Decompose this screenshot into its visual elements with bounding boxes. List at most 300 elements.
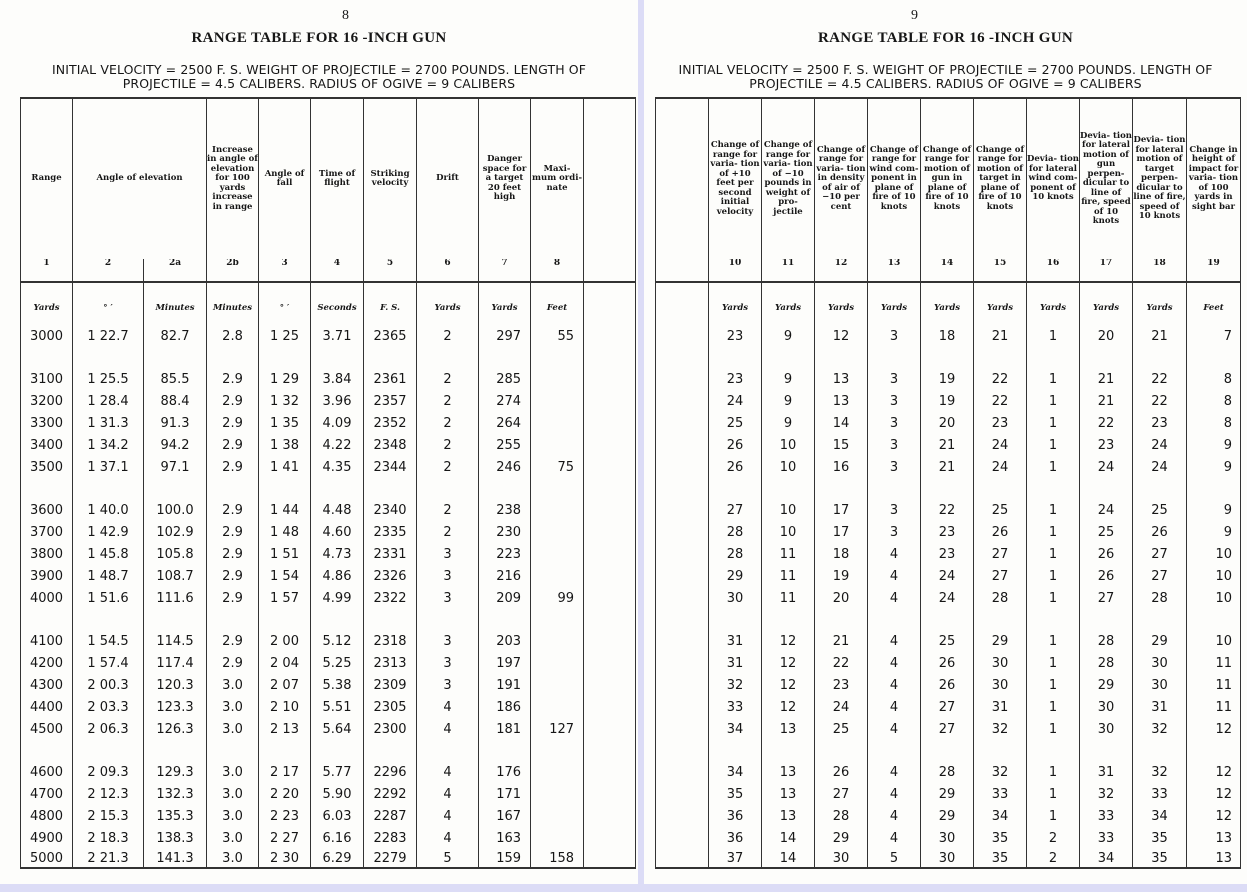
table-cell: 5.90 [311, 783, 364, 805]
column-number: 8 [531, 259, 584, 282]
table-cell: 20 [1080, 325, 1133, 347]
table-cell [584, 434, 636, 456]
table-cell: 4700 [21, 783, 73, 805]
table-cell: 34 [974, 805, 1027, 827]
table-cell: 2287 [364, 805, 417, 827]
spacer-cell [479, 740, 531, 761]
spacer-cell [144, 478, 207, 499]
table-cell: 3300 [21, 412, 73, 434]
spacer-cell [1133, 347, 1187, 368]
table-cell [656, 368, 709, 390]
spacer-cell [656, 315, 709, 325]
spacer-cell [417, 347, 479, 368]
table-cell: 105.8 [144, 543, 207, 565]
table-cell: 230 [479, 521, 531, 543]
table-cell: 9 [762, 368, 815, 390]
spacer-cell [921, 609, 974, 630]
table-cell: 21 [815, 630, 868, 652]
table-cell: 21 [921, 456, 974, 478]
table-cell: 3 [417, 630, 479, 652]
spacer-cell [1187, 478, 1241, 499]
table-cell: 1 44 [259, 499, 311, 521]
table-cell: 36 [709, 805, 762, 827]
table-cell: 2 20 [259, 783, 311, 805]
table-cell [531, 783, 584, 805]
spacer-cell [1133, 478, 1187, 499]
table-cell: 23 [921, 543, 974, 565]
spacer-cell [21, 609, 73, 630]
table-cell: 4 [868, 827, 921, 849]
column-number: 1 [21, 259, 73, 282]
header-angle-of-fall: Angle of fall [259, 98, 311, 259]
table-row [21, 325, 636, 347]
spacer-cell [144, 347, 207, 368]
table-row [656, 434, 1241, 456]
spacer-cell [479, 478, 531, 499]
table-cell: 12 [762, 696, 815, 718]
table-cell: 12 [815, 325, 868, 347]
table-cell: 27 [974, 543, 1027, 565]
spacer-cell [479, 347, 531, 368]
table-cell: 31 [709, 652, 762, 674]
spacer-cell [259, 478, 311, 499]
spacer-cell [21, 740, 73, 761]
header-column-15: Change of range for motion of target in plane of fire of 10 knots [974, 98, 1027, 259]
table-cell: 26 [1133, 521, 1187, 543]
table-row [21, 412, 636, 434]
header-drift: Drift [417, 98, 479, 259]
table-cell: 1 57.4 [73, 652, 144, 674]
unit-label: Yards [815, 282, 868, 315]
table-row [656, 827, 1241, 849]
table-cell: 3400 [21, 434, 73, 456]
spacer-cell [311, 478, 364, 499]
spacer-cell [207, 347, 259, 368]
table-cell: 11 [762, 543, 815, 565]
table-cell: 3 [868, 390, 921, 412]
table-row [656, 652, 1241, 674]
table-cell: 4600 [21, 761, 73, 783]
table-cell: 2 13 [259, 718, 311, 740]
table-cell: 5 [417, 849, 479, 868]
table-cell: 13 [815, 368, 868, 390]
table-cell: 27 [974, 565, 1027, 587]
table-cell: 117.4 [144, 652, 207, 674]
spacer-cell [207, 740, 259, 761]
page-number: 9 [911, 8, 918, 23]
table-cell: 27 [815, 783, 868, 805]
table-cell: 1 [1027, 390, 1080, 412]
header-angle-of-elevation: Angle of elevation [73, 98, 207, 259]
table-cell: 10 [1187, 587, 1241, 609]
table-cell: 2.9 [207, 412, 259, 434]
table-cell: 176 [479, 761, 531, 783]
table-cell: 32 [1080, 783, 1133, 805]
spacer-cell [656, 740, 709, 761]
table-cell: 2 07 [259, 674, 311, 696]
spacer-cell [531, 478, 584, 499]
header-range: Range [21, 98, 73, 259]
column-number: 17 [1080, 259, 1133, 282]
table-cell: 31 [974, 696, 1027, 718]
table-cell: 238 [479, 499, 531, 521]
table-cell: 12 [762, 674, 815, 696]
table-cell: 22 [1133, 390, 1187, 412]
table-cell: 2 [417, 456, 479, 478]
range-table-left [20, 97, 636, 869]
table-cell: 2279 [364, 849, 417, 868]
table-cell: 1 [1027, 565, 1080, 587]
table-cell: 3.96 [311, 390, 364, 412]
table-cell: 2 23 [259, 805, 311, 827]
table-cell: 9 [762, 325, 815, 347]
table-cell: 19 [921, 390, 974, 412]
table-cell: 3 [417, 565, 479, 587]
table-cell: 24 [1133, 434, 1187, 456]
table-cell [584, 456, 636, 478]
header-column-16: Devia- tion for lateral wind com- ponent of 10 knots [1027, 98, 1080, 259]
table-cell: 5.64 [311, 718, 364, 740]
table-cell [656, 325, 709, 347]
table-cell: 13 [815, 390, 868, 412]
table-cell: 1 35 [259, 412, 311, 434]
table-cell: 2 15.3 [73, 805, 144, 827]
spacer-cell [364, 609, 417, 630]
table-cell: 11 [762, 565, 815, 587]
table-cell: 127 [531, 718, 584, 740]
table-cell: 138.3 [144, 827, 207, 849]
table-cell: 18 [815, 543, 868, 565]
spacer-cell [974, 609, 1027, 630]
table-cell: 33 [974, 783, 1027, 805]
table-cell: 4.86 [311, 565, 364, 587]
table-cell: 12 [1187, 761, 1241, 783]
table-cell [584, 390, 636, 412]
unit-label: Minutes [207, 282, 259, 315]
table-cell: 32 [974, 718, 1027, 740]
table-cell: 1 [1027, 368, 1080, 390]
table-cell [531, 521, 584, 543]
table-cell: 3.0 [207, 783, 259, 805]
table-cell: 2.9 [207, 499, 259, 521]
table-cell: 23 [709, 368, 762, 390]
table-cell: 30 [1080, 718, 1133, 740]
table-cell: 4 [868, 565, 921, 587]
table-cell: 4 [868, 652, 921, 674]
table-cell: 33 [709, 696, 762, 718]
table-cell: 26 [709, 434, 762, 456]
table-cell: 1 [1027, 434, 1080, 456]
table-row [21, 368, 636, 390]
spacer-cell [1133, 315, 1187, 325]
spacer-cell [207, 478, 259, 499]
table-cell: 3.0 [207, 674, 259, 696]
table-cell: 29 [921, 783, 974, 805]
table-cell: 285 [479, 368, 531, 390]
table-cell: 1 51.6 [73, 587, 144, 609]
spacer-cell [584, 315, 636, 325]
table-cell: 3 [868, 456, 921, 478]
spacer-cell [1080, 740, 1133, 761]
spacer-cell [1027, 315, 1080, 325]
table-cell: 33 [1080, 805, 1133, 827]
table-cell: 123.3 [144, 696, 207, 718]
table-cell: 26 [1080, 543, 1133, 565]
table-row [21, 543, 636, 565]
table-cell: 2361 [364, 368, 417, 390]
table-cell: 34 [709, 718, 762, 740]
table-cell: 35 [1133, 849, 1187, 868]
table-row [656, 412, 1241, 434]
table-cell: 3.71 [311, 325, 364, 347]
table-row [21, 456, 636, 478]
table-cell: 4800 [21, 805, 73, 827]
spacer-row [21, 609, 636, 630]
unit-label: Feet [531, 282, 584, 315]
table-cell: 10 [762, 499, 815, 521]
spacer-cell [762, 478, 815, 499]
table-cell: 2 04 [259, 652, 311, 674]
table-row [656, 499, 1241, 521]
table-cell: 167 [479, 805, 531, 827]
table-cell [584, 652, 636, 674]
column-number: 2a [144, 259, 207, 282]
table-cell: 2326 [364, 565, 417, 587]
table-cell: 1 31.3 [73, 412, 144, 434]
table-cell: 30 [1080, 696, 1133, 718]
table-cell: 2.9 [207, 630, 259, 652]
spacer-row [656, 740, 1241, 761]
units-row [656, 282, 1241, 315]
table-row [656, 521, 1241, 543]
table-cell: 1 48.7 [73, 565, 144, 587]
unit-label: Seconds [311, 282, 364, 315]
spacer-cell [259, 740, 311, 761]
table-cell: 13 [762, 805, 815, 827]
table-cell: 22 [1133, 368, 1187, 390]
spacer-cell [479, 315, 531, 325]
table-cell: 29 [921, 805, 974, 827]
table-cell: 2 06.3 [73, 718, 144, 740]
table-cell: 3100 [21, 368, 73, 390]
table-cell: 22 [815, 652, 868, 674]
table-cell [531, 827, 584, 849]
table-cell [531, 499, 584, 521]
table-cell: 30 [1133, 674, 1187, 696]
table-cell: 2 [417, 499, 479, 521]
spacer-cell [868, 347, 921, 368]
table-cell: 2.9 [207, 368, 259, 390]
table-cell: 5.51 [311, 696, 364, 718]
spacer-cell [531, 740, 584, 761]
table-cell: 9 [1187, 434, 1241, 456]
table-cell: 32 [709, 674, 762, 696]
table-cell: 20 [815, 587, 868, 609]
table-cell: 82.7 [144, 325, 207, 347]
table-row [21, 827, 636, 849]
table-cell: 27 [921, 696, 974, 718]
table-cell [584, 368, 636, 390]
table-cell [656, 521, 709, 543]
table-subtitle [644, 63, 1247, 91]
unit-label: Yards [1080, 282, 1133, 315]
spacer-cell [762, 347, 815, 368]
column-number: 12 [815, 259, 868, 282]
table-cell: 22 [974, 390, 1027, 412]
spacer-cell [21, 315, 73, 325]
table-cell: 12 [1187, 718, 1241, 740]
table-cell: 2300 [364, 718, 417, 740]
table-cell: 1 48 [259, 521, 311, 543]
column-number: 5 [364, 259, 417, 282]
table-cell: 10 [1187, 543, 1241, 565]
spacer-cell [144, 609, 207, 630]
table-cell: 30 [921, 827, 974, 849]
table-cell: 2357 [364, 390, 417, 412]
table-cell: 2.9 [207, 543, 259, 565]
table-cell: 12 [1187, 783, 1241, 805]
table-cell: 91.3 [144, 412, 207, 434]
table-cell: 11 [1187, 652, 1241, 674]
table-cell [656, 674, 709, 696]
table-cell: 4.09 [311, 412, 364, 434]
table-cell: 17 [815, 499, 868, 521]
table-cell: 9 [762, 390, 815, 412]
table-cell: 3 [417, 543, 479, 565]
table-cell: 4900 [21, 827, 73, 849]
table-cell: 26 [921, 652, 974, 674]
table-cell: 1 [1027, 499, 1080, 521]
spacer-cell [73, 478, 144, 499]
table-row [21, 630, 636, 652]
column-number-row [656, 259, 1241, 282]
table-cell: 5.77 [311, 761, 364, 783]
page-title: RANGE TABLE FOR 16 -INCH GUN [818, 30, 1073, 46]
table-body [656, 315, 1241, 868]
table-cell: 34 [1080, 849, 1133, 868]
table-cell: 4.48 [311, 499, 364, 521]
page-number: 8 [342, 8, 349, 23]
table-cell: 2 [417, 390, 479, 412]
table-cell: 255 [479, 434, 531, 456]
table-cell: 3.0 [207, 849, 259, 868]
spacer-cell [1187, 609, 1241, 630]
table-cell: 3500 [21, 456, 73, 478]
unit-label: Yards [1027, 282, 1080, 315]
spacer-row [656, 347, 1241, 368]
spacer-cell [974, 315, 1027, 325]
table-cell: 216 [479, 565, 531, 587]
table-cell: 1 [1027, 805, 1080, 827]
spacer-cell [1133, 740, 1187, 761]
spacer-cell [73, 609, 144, 630]
spacer-cell [762, 315, 815, 325]
table-cell: 1 54 [259, 565, 311, 587]
table-cell [656, 652, 709, 674]
table-cell: 4 [417, 718, 479, 740]
table-cell: 23 [1080, 434, 1133, 456]
table-cell: 11 [1187, 696, 1241, 718]
table-cell: 31 [1133, 696, 1187, 718]
table-cell: 31 [709, 630, 762, 652]
spacer-cell [311, 740, 364, 761]
table-cell: 26 [1080, 565, 1133, 587]
column-number: 10 [709, 259, 762, 282]
table-cell: 1 28.4 [73, 390, 144, 412]
table-cell: 24 [974, 456, 1027, 478]
table-cell: 1 [1027, 412, 1080, 434]
spacer-cell [868, 478, 921, 499]
unit-label: Yards [921, 282, 974, 315]
table-cell: 6.16 [311, 827, 364, 849]
spacer-cell [207, 315, 259, 325]
table-cell: 2283 [364, 827, 417, 849]
spacer-cell [921, 347, 974, 368]
table-cell: 3.0 [207, 761, 259, 783]
table-cell: 3 [868, 325, 921, 347]
table-cell: 75 [531, 456, 584, 478]
table-cell: 1 [1027, 325, 1080, 347]
spacer-cell [417, 478, 479, 499]
unit-label: Feet [1187, 282, 1241, 315]
table-cell: 100.0 [144, 499, 207, 521]
header-column-19: Change in height of impact for varia- tion of 100 yards in sight bar [1187, 98, 1241, 259]
table-cell: 28 [921, 761, 974, 783]
spacer-row [21, 315, 636, 325]
table-cell: 1 37.1 [73, 456, 144, 478]
spacer-cell [417, 315, 479, 325]
spacer-row [21, 347, 636, 368]
table-cell [656, 849, 709, 868]
table-cell [656, 718, 709, 740]
table-row [656, 543, 1241, 565]
table-cell: 25 [709, 412, 762, 434]
table-cell: 274 [479, 390, 531, 412]
table-cell: 132.3 [144, 783, 207, 805]
header-increase-elevation: Increase in angle of elevation for 100 yards increase in range [207, 98, 259, 259]
spacer-cell [974, 740, 1027, 761]
table-cell: 1 25.5 [73, 368, 144, 390]
table-row [21, 718, 636, 740]
spacer-row [656, 315, 1241, 325]
table-row [21, 849, 636, 868]
table-cell: 23 [921, 521, 974, 543]
table-cell [656, 761, 709, 783]
table-cell: 141.3 [144, 849, 207, 868]
table-cell: 9 [1187, 456, 1241, 478]
spacer-cell [1080, 478, 1133, 499]
table-cell: 33 [1080, 827, 1133, 849]
table-cell: 181 [479, 718, 531, 740]
table-cell: 2 [1027, 827, 1080, 849]
unit-label [656, 282, 709, 315]
table-cell: 246 [479, 456, 531, 478]
table-cell: 2 21.3 [73, 849, 144, 868]
table-row [656, 565, 1241, 587]
table-cell: 163 [479, 827, 531, 849]
spacer-cell [584, 740, 636, 761]
spacer-cell [815, 347, 868, 368]
table-cell: 24 [974, 434, 1027, 456]
spacer-cell [815, 478, 868, 499]
table-cell: 9 [1187, 499, 1241, 521]
table-cell: 20 [921, 412, 974, 434]
table-cell: 2.9 [207, 587, 259, 609]
table-cell [656, 827, 709, 849]
table-cell: 27 [709, 499, 762, 521]
table-cell: 3 [868, 434, 921, 456]
table-cell: 32 [974, 761, 1027, 783]
